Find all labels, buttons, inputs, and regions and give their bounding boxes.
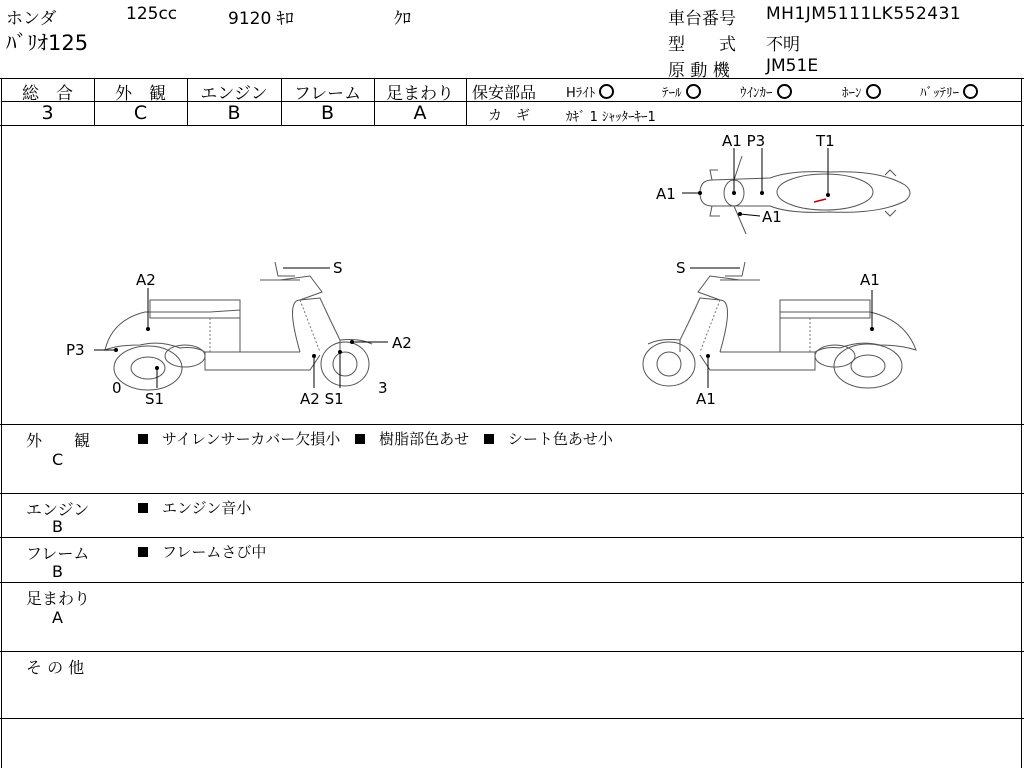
section-engine-grade: B (52, 517, 63, 536)
grade-header-frame: フレーム (293, 84, 362, 104)
engine-label: 原 動 機 (668, 61, 730, 81)
label-left-s1: S1 (145, 390, 165, 408)
frame-no-label: 車台番号 (668, 9, 736, 29)
grade-suspension: A (413, 102, 427, 124)
scooter-top-view (700, 156, 910, 234)
label-left-3: 3 (378, 379, 388, 397)
section-exterior-title: 外 観 (26, 431, 91, 450)
label-top-a1-front: A1 (656, 185, 676, 203)
key-value: ｶｷﾞ 1 ｼｬｯﾀｰｷｰ1 (566, 110, 656, 125)
ok-circle-icon (599, 84, 614, 99)
label-left-a2-front: A2 (392, 334, 412, 352)
safety-item-horn: ﾎｰﾝ (842, 82, 881, 101)
section-suspension-grade: A (52, 608, 63, 627)
key-label: カ ギ (488, 108, 530, 124)
color: ｸﾛ (394, 9, 411, 29)
bullet-square-icon (138, 547, 148, 557)
grade-engine: B (227, 102, 241, 124)
note-item: フレームさび中 (162, 543, 267, 561)
ok-circle-icon (963, 84, 978, 99)
section-suspension-title: 足まわり (26, 589, 91, 608)
bullet-square-icon (138, 434, 148, 444)
label-left-a2-seat: A2 (136, 271, 156, 289)
grade-header-suspension: 足まわり (386, 84, 454, 104)
label-left-a2-s1: A2 S1 (300, 390, 344, 408)
bullet-square-icon (484, 434, 494, 444)
grade-total: 3 (41, 102, 54, 124)
bullet-square-icon (138, 503, 148, 513)
damage-diagram (0, 126, 1024, 424)
grade-header-engine: エンジン (200, 84, 268, 104)
section-engine-title: エンジン (26, 500, 90, 519)
grade-header-exterior: 外 観 (115, 84, 166, 104)
note-item: サイレンサーカバー欠損小 (162, 430, 341, 448)
safety-item-tail: ﾃｰﾙ (662, 82, 701, 101)
section-exterior-notes (138, 428, 613, 449)
maker: ホンダ (6, 9, 57, 29)
section-engine-notes (138, 497, 251, 518)
label-top-t1: T1 (816, 132, 835, 150)
section-frame-title: フレーム (26, 544, 90, 563)
label-right-a1-seat: A1 (860, 271, 880, 289)
frame-no: MH1JM5111LK552431 (766, 4, 962, 24)
engine-value: JM51E (766, 56, 819, 76)
type-label: 型 式 (668, 35, 736, 55)
note-item: 樹脂部色あせ (379, 430, 470, 448)
safety-item-winker: ｳｲﾝｶｰ (740, 82, 792, 101)
note-item: シート色あせ小 (507, 430, 613, 448)
safety-item-battery: ﾊﾞｯﾃﾘｰ (920, 82, 978, 101)
bullet-square-icon (355, 434, 365, 444)
note-item: エンジン音小 (162, 499, 252, 517)
section-other-title: そ の 他 (26, 658, 85, 677)
section-frame-notes (138, 541, 266, 562)
label-left-p3: P3 (66, 341, 85, 359)
ok-circle-icon (777, 84, 792, 99)
type-value: 不明 (766, 35, 800, 55)
label-right-s: S (676, 259, 686, 277)
grade-header-total: 総 合 (22, 84, 73, 104)
section-exterior-grade: C (52, 450, 64, 469)
label-left-0: 0 (112, 379, 122, 397)
label-top-a1-side: A1 (762, 208, 782, 226)
mileage: 9120 ｷﾛ (228, 9, 294, 29)
safety-label: 保安部品 (472, 83, 537, 102)
displacement: 125cc (126, 4, 178, 24)
section-frame-grade: B (52, 562, 63, 581)
ok-circle-icon (866, 84, 881, 99)
grade-exterior: C (133, 102, 148, 124)
label-top-a1-p3: A1 P3 (722, 132, 766, 150)
ok-circle-icon (686, 84, 701, 99)
label-right-a1-floor: A1 (696, 390, 716, 408)
label-left-s: S (333, 259, 343, 277)
grade-frame: B (320, 102, 335, 124)
model-name: ﾊﾞﾘｵ125 (6, 31, 89, 55)
safety-item-headlight: Hﾗｲﾄ (566, 82, 614, 101)
